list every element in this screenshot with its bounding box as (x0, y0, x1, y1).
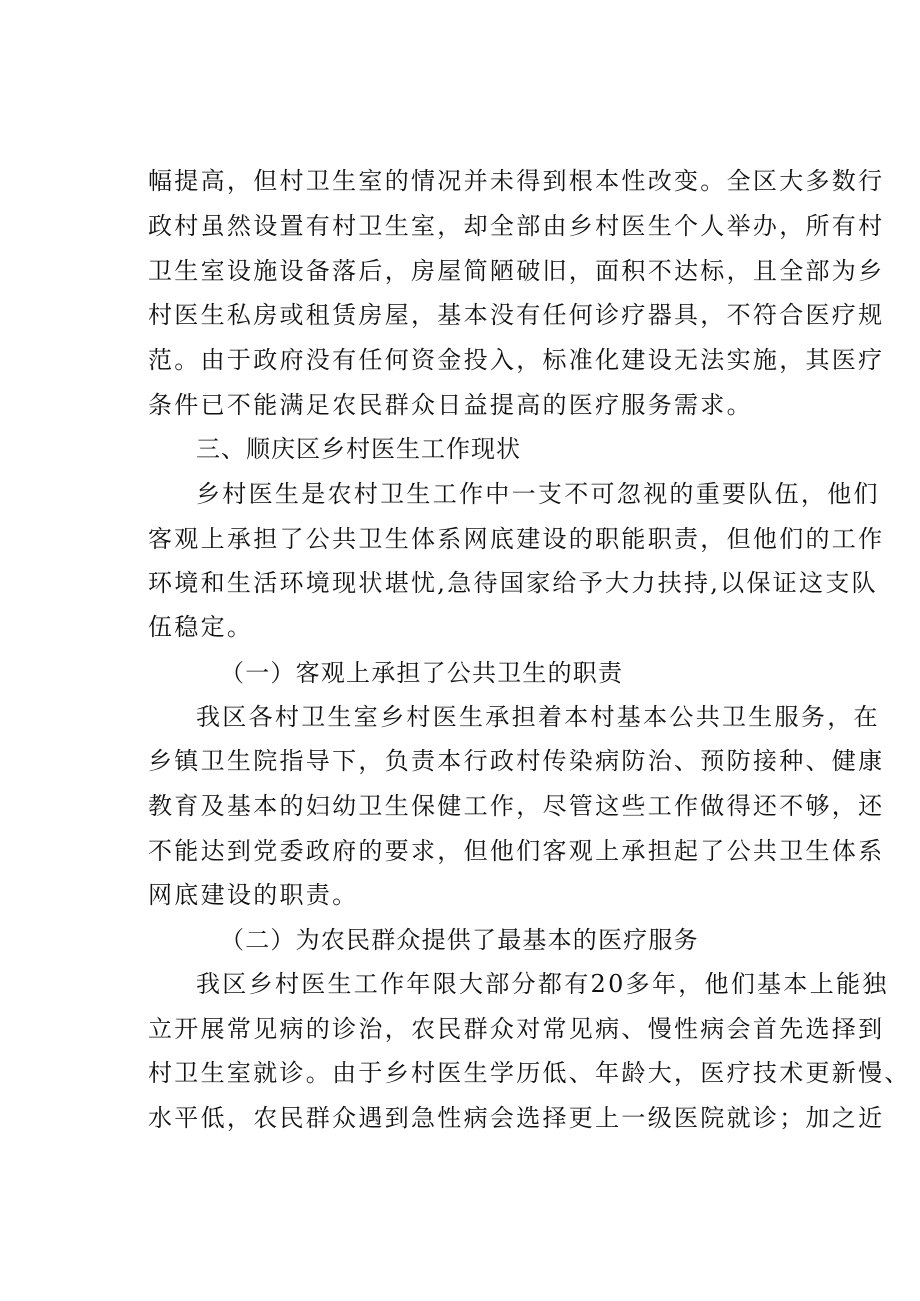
paragraph-line: 乡村医生是农村卫生工作中一支不可忽视的重要队伍，他们 (196, 480, 880, 508)
paragraph-line: 教育及基本的妇幼卫生保健工作，尽管这些工作做得还不够，还 (148, 792, 885, 820)
paragraph-line: 客观上承担了公共卫生体系网底建设的职能职责，但他们的工作 (148, 525, 885, 553)
paragraph-line: 网底建设的职责。 (148, 881, 359, 909)
paragraph-line: 乡镇卫生院指导下，负责本行政村传染病防治、预防接种、健康 (148, 747, 885, 775)
paragraph-line: 范。由于政府没有任何资金投入，标准化建设无法实施，其医疗 (148, 346, 885, 374)
paragraph-line: 政村虽然设置有村卫生室，却全部由乡村医生个人举办，所有村 (148, 212, 885, 240)
subsection-heading: （一）客观上承担了公共卫生的职责 (220, 659, 624, 687)
paragraph-line: 伍稳定。 (148, 613, 254, 641)
paragraph-line: 环境和生活环境现状堪忧,急待国家给予大力扶持,以保证这支队 (148, 569, 878, 597)
paragraph-line: 条件已不能满足农民群众日益提高的医疗服务需求。 (148, 391, 753, 419)
paragraph-line: 村卫生室就诊。由于乡村医生学历低、年龄大，医疗技术更新慢、 (148, 1059, 911, 1087)
paragraph-line: 我区乡村医生工作年限大部分都有20多年，他们基本上能独 (196, 970, 889, 998)
paragraph-line: 卫生室设施设备落后，房屋简陋破旧，面积不达标，且全部为乡 (148, 257, 885, 285)
paragraph-line: 村医生私房或租赁房屋，基本没有任何诊疗器具，不符合医疗规 (148, 301, 885, 329)
paragraph-line: 不能达到党委政府的要求，但他们客观上承担起了公共卫生体系 (148, 837, 885, 865)
paragraph-line: 立开展常见病的诊治，农民群众对常见病、慢性病会首先选择到 (148, 1015, 885, 1043)
paragraph-line: 幅提高，但村卫生室的情况并未得到根本性改变。全区大多数行 (148, 167, 885, 195)
section-heading: 三、顺庆区乡村医生工作现状 (196, 435, 521, 463)
paragraph-line: 我区各村卫生室乡村医生承担着本村基本公共卫生服务，在 (196, 703, 880, 731)
paragraph-line: 水平低，农民群众遇到急性病会选择更上一级医院就诊；加之近 (148, 1104, 885, 1132)
subsection-heading: （二）为农民群众提供了最基本的医疗服务 (220, 926, 699, 954)
